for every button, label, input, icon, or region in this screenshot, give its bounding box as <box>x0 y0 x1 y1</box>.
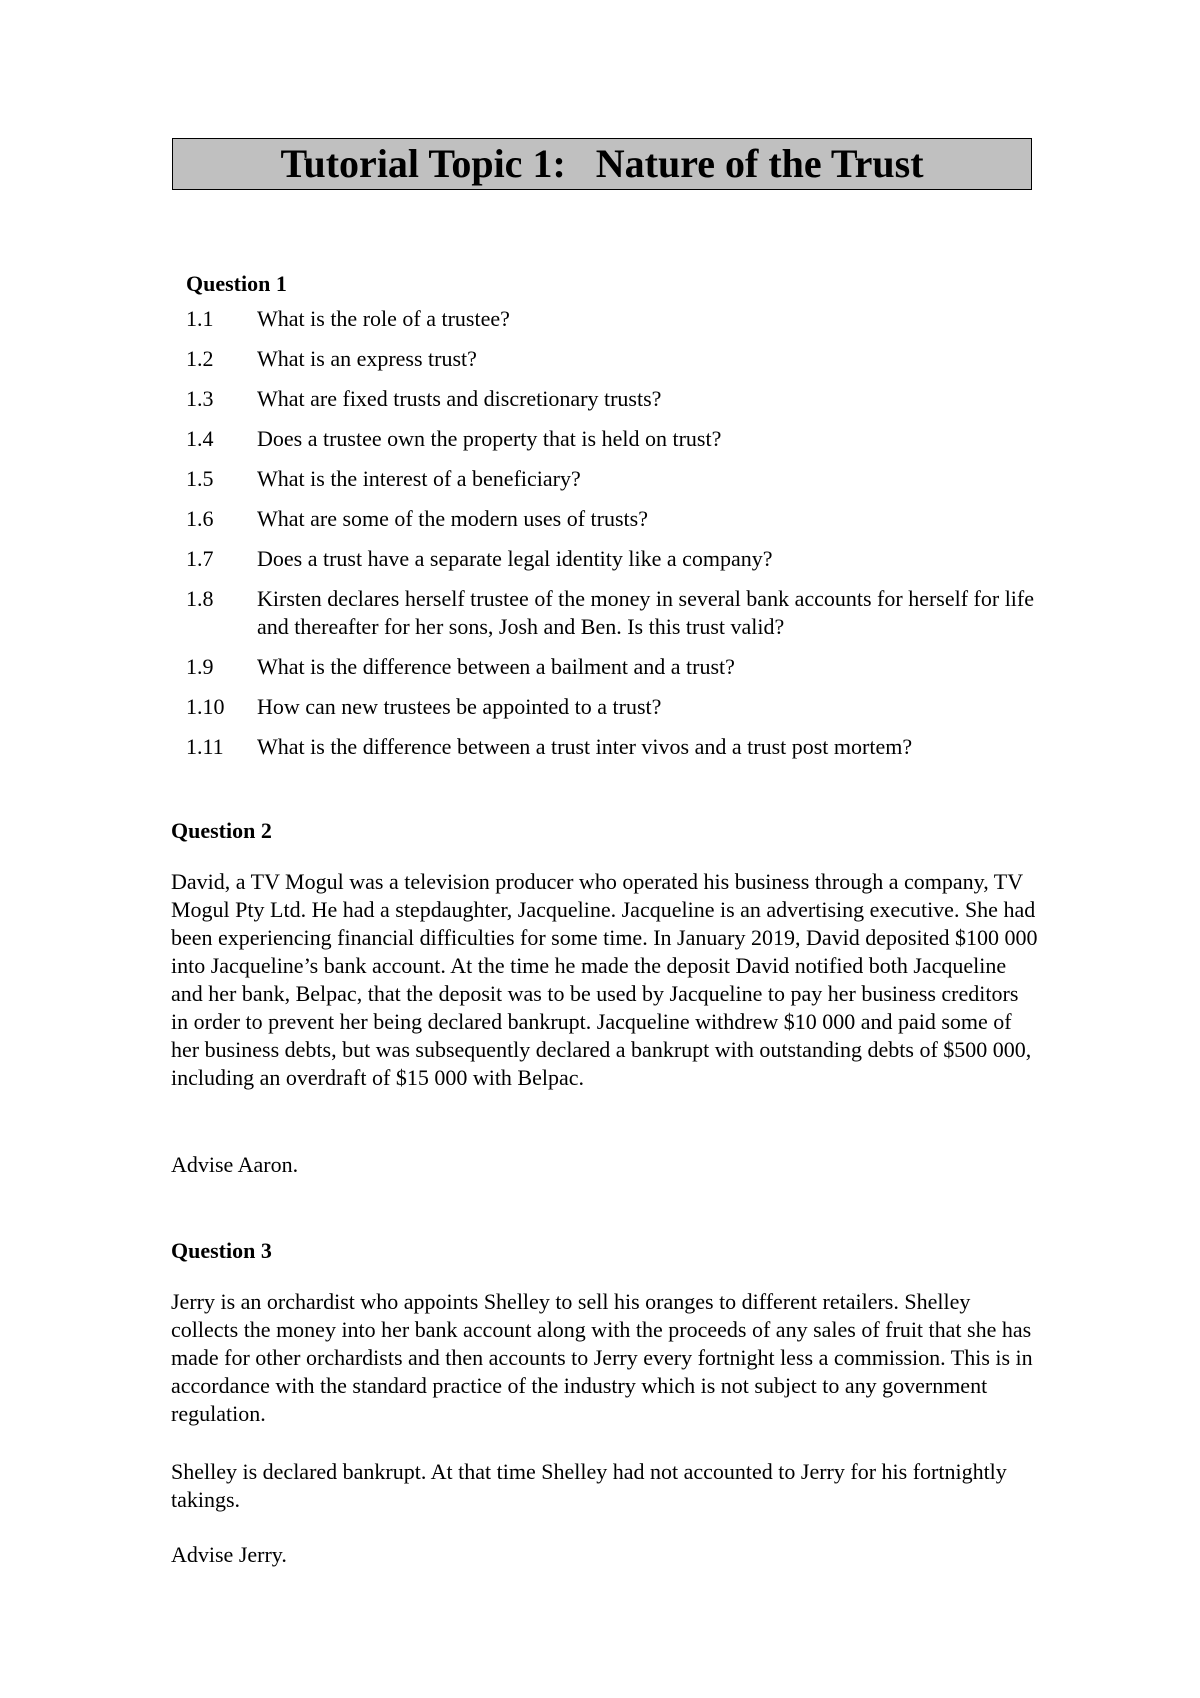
question-1-heading: Question 1 <box>186 271 287 296</box>
item-text: What is the role of a trustee? <box>257 306 510 331</box>
list-item <box>186 545 1034 573</box>
item-text: Kirsten declares herself trustee of the money in several bank accounts for herself for life and thereafter for her sons, Josh and Ben. Is this trust valid? <box>257 586 1035 639</box>
item-number: 1.1 <box>186 306 214 331</box>
question-3-heading: Question 3 <box>171 1238 272 1263</box>
item-text: Does a trustee own the property that is held on trust? <box>257 426 722 451</box>
question-2-advise: Advise Aaron. <box>171 1152 299 1177</box>
question-1-list <box>186 305 1034 773</box>
list-item <box>186 465 1034 493</box>
item-number: 1.5 <box>186 466 214 491</box>
list-item <box>186 305 1034 333</box>
title-banner <box>172 138 1032 190</box>
question-3-advise: Advise Jerry. <box>171 1542 287 1567</box>
item-number: 1.11 <box>186 734 224 759</box>
question-2-body: David, a TV Mogul was a television producer who operated his business through a company, TV Mogul Pty Ltd. He had a stepdaughter, Jacqueline. Jacqueline is an advertising executive. She had been experiencing financial difficulties for some time. In January 2019, David deposited $100 000 into Jacqueline’s bank account. At the time he made the deposit David notified both Jacqueline and her bank, Belpac, that the deposit was to be used by Jacqueline to pay her business creditors in order to prevent her being declared bankrupt. Jacqueline withdrew $10 000 and paid some of her business debts, but was subsequently declared a bankrupt with outstanding debts of $500 000, including an overdraft of $15 000 with Belpac. <box>171 869 1038 1090</box>
item-number: 1.10 <box>186 694 225 719</box>
item-number: 1.9 <box>186 654 214 679</box>
item-text: What are fixed trusts and discretionary trusts? <box>257 386 662 411</box>
item-number: 1.4 <box>186 426 214 451</box>
item-text: How can new trustees be appointed to a trust? <box>257 694 662 719</box>
list-item <box>186 653 1034 681</box>
item-text: Does a trust have a separate legal identity like a company? <box>257 546 773 571</box>
item-number: 1.7 <box>186 546 214 571</box>
item-text: What are some of the modern uses of trusts? <box>257 506 648 531</box>
list-item <box>186 505 1034 533</box>
item-number: 1.2 <box>186 346 214 371</box>
item-number: 1.3 <box>186 386 214 411</box>
item-text: What is the difference between a bailment and a trust? <box>257 654 735 679</box>
list-item <box>186 425 1034 453</box>
list-item <box>186 345 1034 373</box>
question-3-body-1: Jerry is an orchardist who appoints Shelley to sell his oranges to different retailers. Shelley collects the money into her bank account along with the proceeds of any sales of fruit that she has made for other orchardists and then accounts to Jerry every fortnight less a commission. This is in accordance with the standard practice of the industry which is not subject to any government regulation. <box>171 1289 1033 1426</box>
page-title: Tutorial Topic 1: Nature of the Trust <box>280 141 924 186</box>
question-3-body-2: Shelley is declared bankrupt. At that time Shelley had not accounted to Jerry for his fortnightly takings. <box>171 1459 1007 1512</box>
list-item <box>186 733 1034 761</box>
list-item <box>186 385 1034 413</box>
list-item <box>186 585 1034 641</box>
question-2-heading: Question 2 <box>171 818 272 843</box>
item-number: 1.8 <box>186 586 214 611</box>
item-text: What is an express trust? <box>257 346 477 371</box>
item-text: What is the difference between a trust inter vivos and a trust post mortem? <box>257 734 913 759</box>
list-item <box>186 693 1034 721</box>
item-number: 1.6 <box>186 506 214 531</box>
item-text: What is the interest of a beneficiary? <box>257 466 581 491</box>
